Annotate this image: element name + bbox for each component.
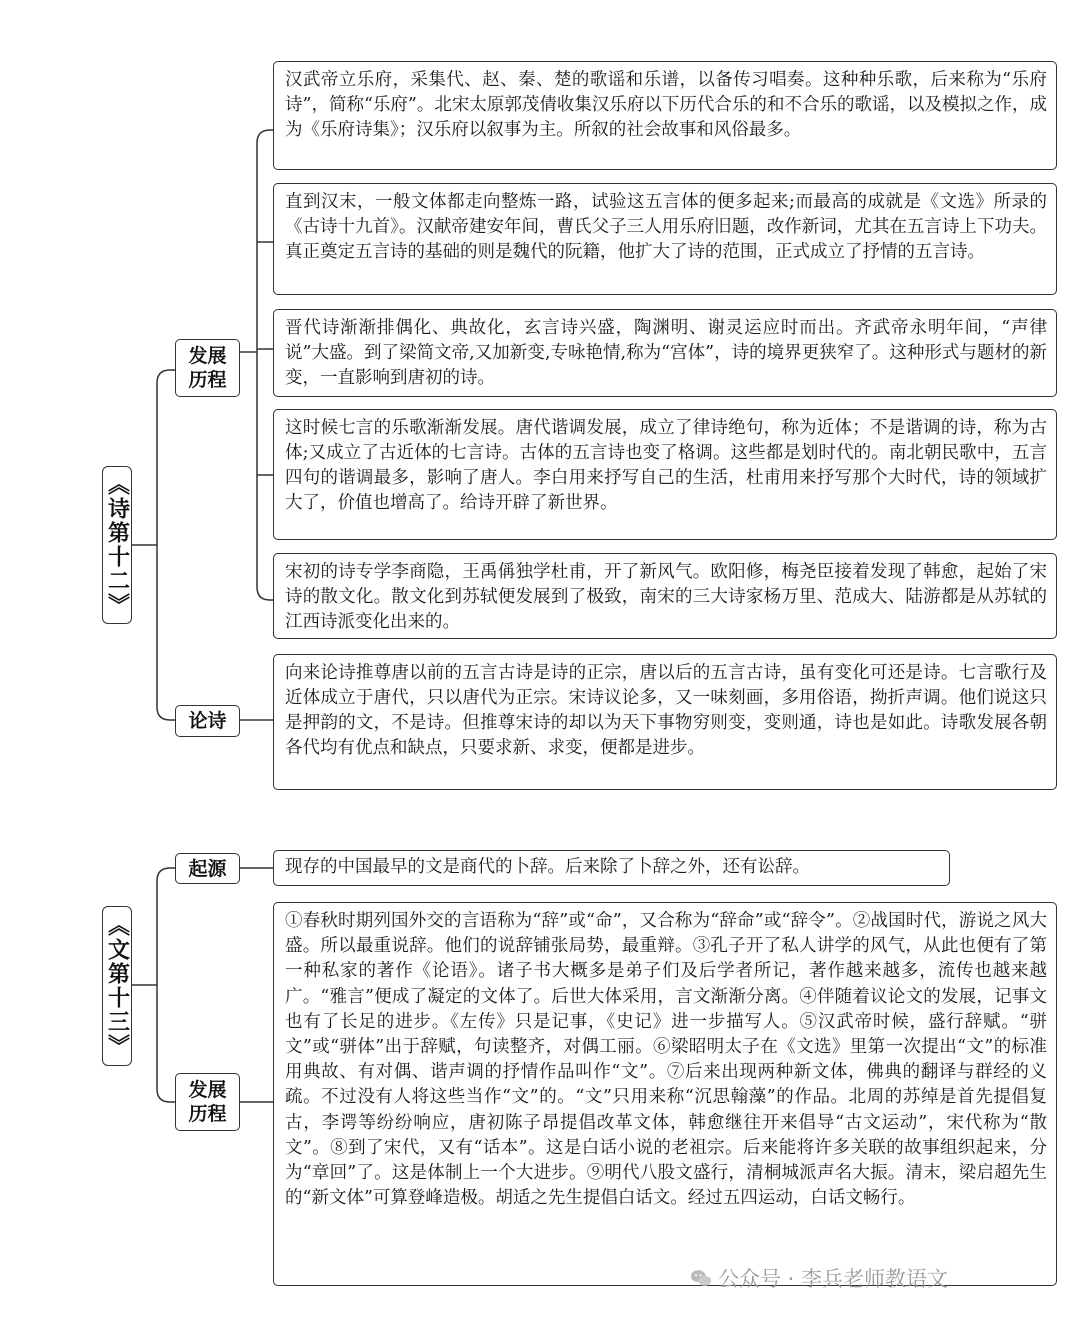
poetry-root-label: 《诗第十二》 [104,473,130,617]
prose-origin-label: 起源 [188,857,227,880]
poetry-discussion-node [175,705,240,737]
prose-origin-node [175,853,240,884]
poetry-development-item-1: 汉武帝立乐府，采集代、赵、秦、楚的歌谣和乐谱，以备传习唱奏。这种种乐歌，后来称为“乐府诗”，简称“乐府”。北宋太原郭茂倩收集汉乐府以下历代合乐的和不合乐的歌谣，以及模拟之作，成为《乐府诗集》；汉乐府以叙事为主。所叙的社会故事和风俗最多。 [273,61,1057,170]
prose-development-label-line2: 历程 [188,1103,227,1125]
poetry-discussion-label: 论诗 [188,710,227,732]
prose-development-label-line1: 发展 [188,1079,227,1101]
watermark [690,1263,948,1293]
prose-development-text: ①春秋时期列国外交的言语称为“辞”或“命”，又合称为“辞命”或“辞令”。②战国时代，游说之风大盛。所以最重说辞。他们的说辞铺张局势，最重辩。③孔子开了私人讲学的风气，从此也便有了第一种私家的著作《论语》。诸子书大概多是弟子们及后学者所记，著作越来越多，流传也越来越广。“雅言”便成了凝定的文体了。后世大体采用，言文渐渐分离。④伴随着议论文的发展，记事文也有了长足的进步。《左传》只是记事，《史记》进一步描写人。⑤汉武帝时候，盛行辞赋。“骈文”或“骈体”出于辞赋，句读整齐，对偶工丽。⑥梁昭明太子在《文选》里第一次提出“文”的标准用典故、有对偶、谐声调的抒情作品叫作“文”。⑦后来出现两种新文体，佛典的翻译与群经的义疏。不过没有人将这些当作“文”的。“文”只用来称“沉思翰藻”的作品。北周的苏绰是首先提倡复古，李谔等纷纷响应，唐初陈子昂提倡改革文体，韩愈继往开来倡导“古文运动”，宋代称为“散文”。⑧到了宋代，又有“话本”。这是白话小说的老祖宗。后来能将许多关联的故事组织起来，分为“章回”了。这是体制上一个大进步。⑨明代八股文盛行，清桐城派声名大振。清末，梁启超先生的“新文体”可算登峰造极。胡适之先生提倡白话文。经过五四运动，白话文畅行。 [273,902,1057,1286]
prose-root-node [102,906,132,1066]
poetry-development-item-5: 宋初的诗专学李商隐，王禹偁独学杜甫，开了新风气。欧阳修，梅尧臣接着发现了韩愈，起始了宋诗的散文化。散文化到苏轼便发展到了极致，南宋的三大诗家杨万里、范成大、陆游都是从苏轼的江西诗派变化出来的。 [273,553,1057,639]
poetry-development-node [175,339,240,397]
poetry-discussion-text: 向来论诗推尊唐以前的五言古诗是诗的正宗，唐以后的五言古诗，虽有变化可还是诗。七言歌行及近体成立于唐代，只以唐代为正宗。宋诗议论多，又一味刻画，多用俗语，拗折声调。他们说这只是押韵的文，不是诗。但推尊宋诗的却以为天下事物穷则变，变则通，诗也是如此。诗歌发展各朝各代均有优点和缺点，只要求新、求变，便都是进步。 [273,654,1057,790]
wechat-icon [690,1267,712,1289]
poetry-development-label-line2: 历程 [188,369,227,391]
watermark-text: 公众号 · 李兵老师教语文 [718,1267,949,1291]
prose-development-node [175,1073,240,1131]
poetry-development-item-3: 晋代诗渐渐排偶化、典故化，玄言诗兴盛，陶渊明、谢灵运应时而出。齐武帝永明年间，“声律说”大盛。到了梁简文帝,又加新变,专咏艳情,称为“宫体”，诗的境界更狭窄了。这种形式与题材的新变，一直影响到唐初的诗。 [273,309,1057,397]
poetry-development-label-line1: 发展 [188,345,227,367]
poetry-root-node [102,466,132,624]
poetry-development-item-4: 这时候七言的乐歌渐渐发展。唐代谐调发展，成立了律诗绝句，称为近体；不是谐调的诗，称为古体;又成立了古近体的七言诗。古体的五言诗也变了格调。这些都是划时代的。南北朝民歌中，五言四句的谐调最多，影响了唐人。李白用来抒写自己的生活，杜甫用来抒写那个大时代，诗的领域扩大了，价值也增高了。给诗开辟了新世界。 [273,409,1057,540]
prose-root-label: 《文第十三》 [104,914,130,1058]
poetry-development-item-2: 直到汉末，一般文体都走向整炼一路，试验这五言体的便多起来;而最高的成就是《文选》所录的《古诗十九首》。汉献帝建安年间，曹氏父子三人用乐府旧题，改作新词，尤其在五言诗上下功夫。真正奠定五言诗的基础的则是魏代的阮籍，他扩大了诗的范围，正式成立了抒情的五言诗。 [273,183,1057,295]
prose-origin-text: 现存的中国最早的文是商代的卜辞。后来除了卜辞之外，还有讼辞。 [273,850,950,886]
